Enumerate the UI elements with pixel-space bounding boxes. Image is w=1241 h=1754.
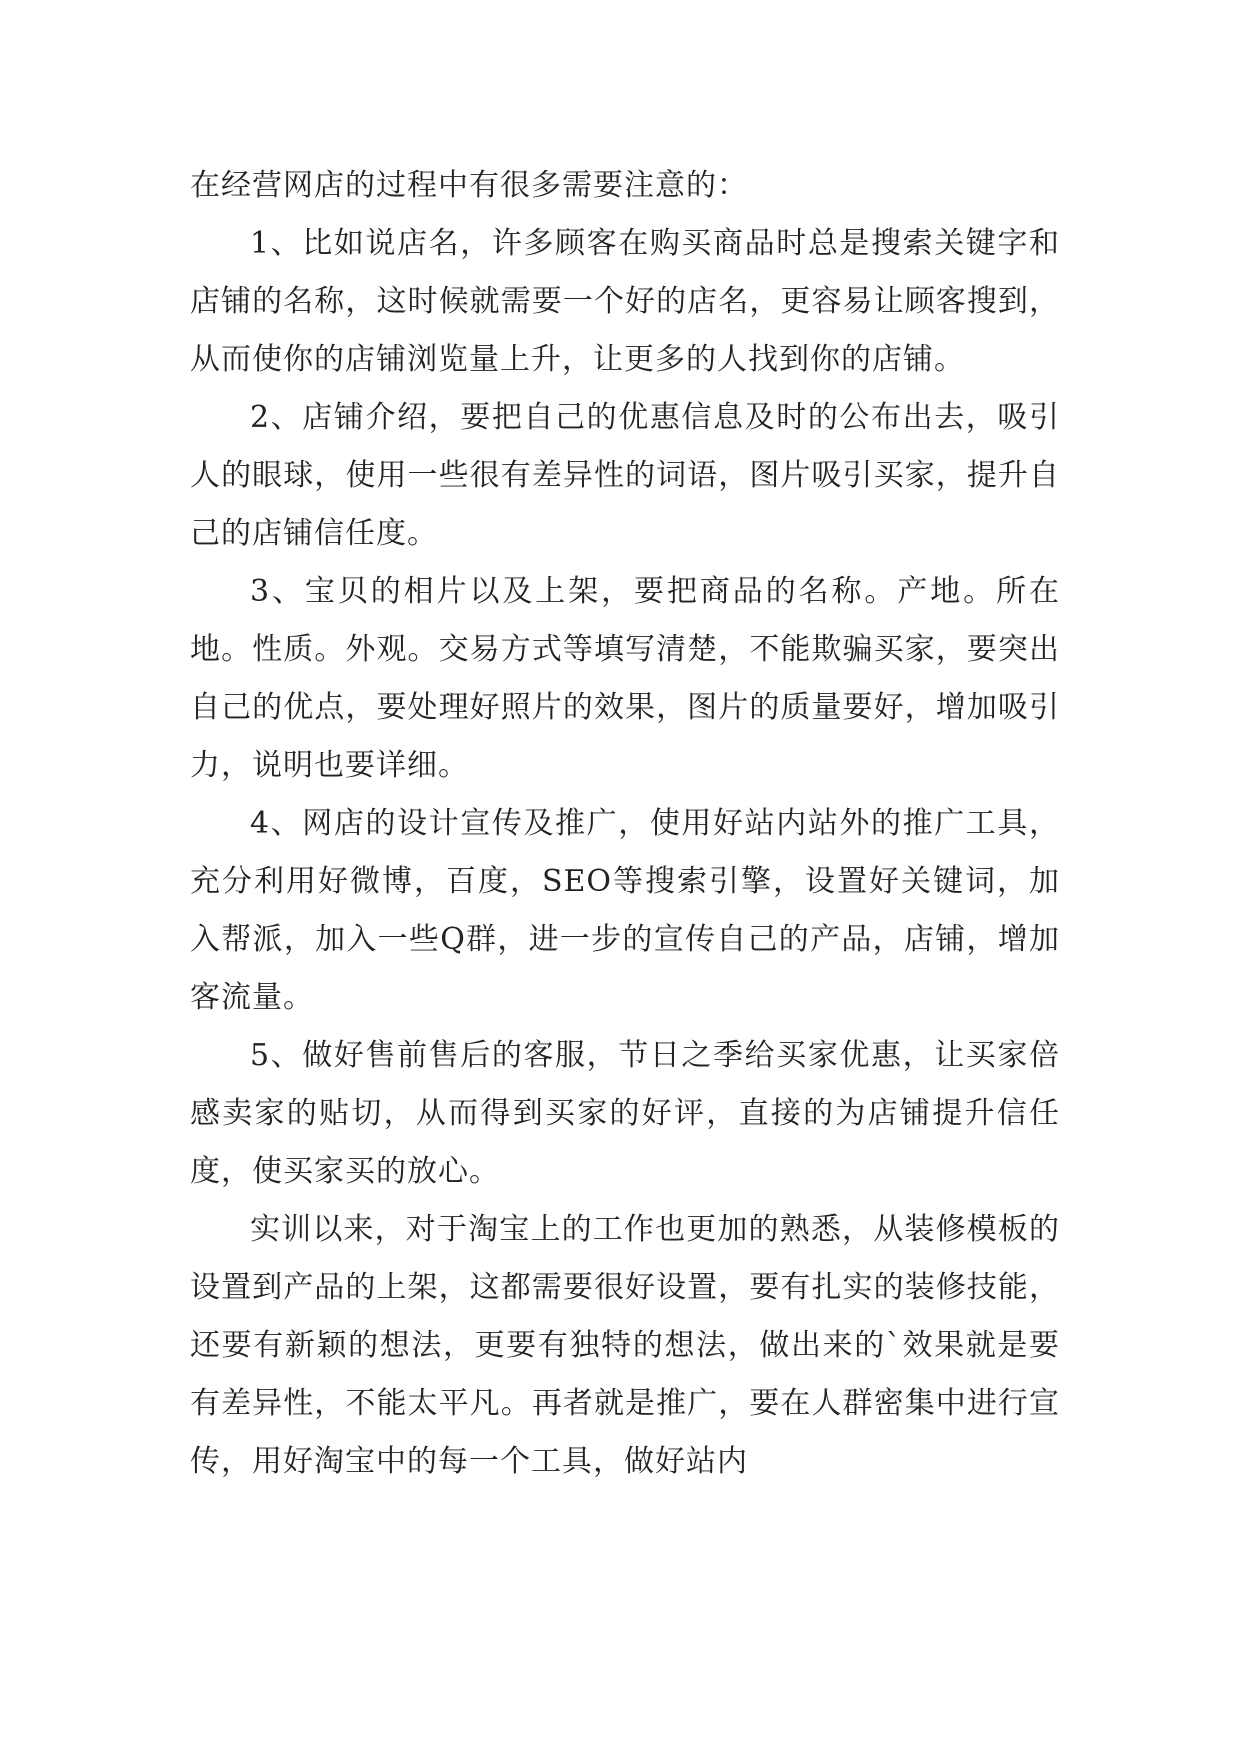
- paragraph-item-2: 2、店铺介绍，要把自己的优惠信息及时的公布出去，吸引人的眼球，使用一些很有差异性的词语，图片吸引买家，提升自己的店铺信任度。: [190, 400, 1060, 551]
- intro-paragraph: 在经营网店的过程中有很多需要注意的：: [190, 168, 748, 203]
- paragraph-item-3: 3、宝贝的相片以及上架，要把商品的名称。产地。所在地。性质。外观。交易方式等填写清楚，不能欺骗买家，要突出自己的优点，要处理好照片的效果，图片的质量要好，增加吸引力，说明也要详细。: [190, 574, 1060, 783]
- summary-paragraph: 实训以来，对于淘宝上的工作也更加的熟悉，从装修模板的设置到产品的上架，这都需要很好设置，要有扎实的装修技能，还要有新颖的想法，更要有独特的想法，做出来的`效果就是要有差异性，不能太平凡。再者就是推广，要在人群密集中进行宣传，用好淘宝中的每一个工具，做好站内: [190, 1212, 1060, 1479]
- document-body: [190, 157, 1060, 1491]
- paragraph-item-4: 4、网店的设计宣传及推广，使用好站内站外的推广工具，充分利用好微博，百度，SEO等搜索引擎，设置好关键词，加入帮派，加入一些Q群，进一步的宣传自己的产品，店铺，增加客流量。: [190, 806, 1060, 1015]
- paragraph-item-5: 5、做好售前售后的客服，节日之季给买家优惠，让买家倍感卖家的贴切，从而得到买家的好评，直接的为店铺提升信任度，使买家买的放心。: [190, 1038, 1060, 1189]
- paragraph-item-1: 1、比如说店名，许多顾客在购买商品时总是搜索关键字和店铺的名称，这时候就需要一个好的店名，更容易让顾客搜到，从而使你的店铺浏览量上升，让更多的人找到你的店铺。: [190, 226, 1060, 377]
